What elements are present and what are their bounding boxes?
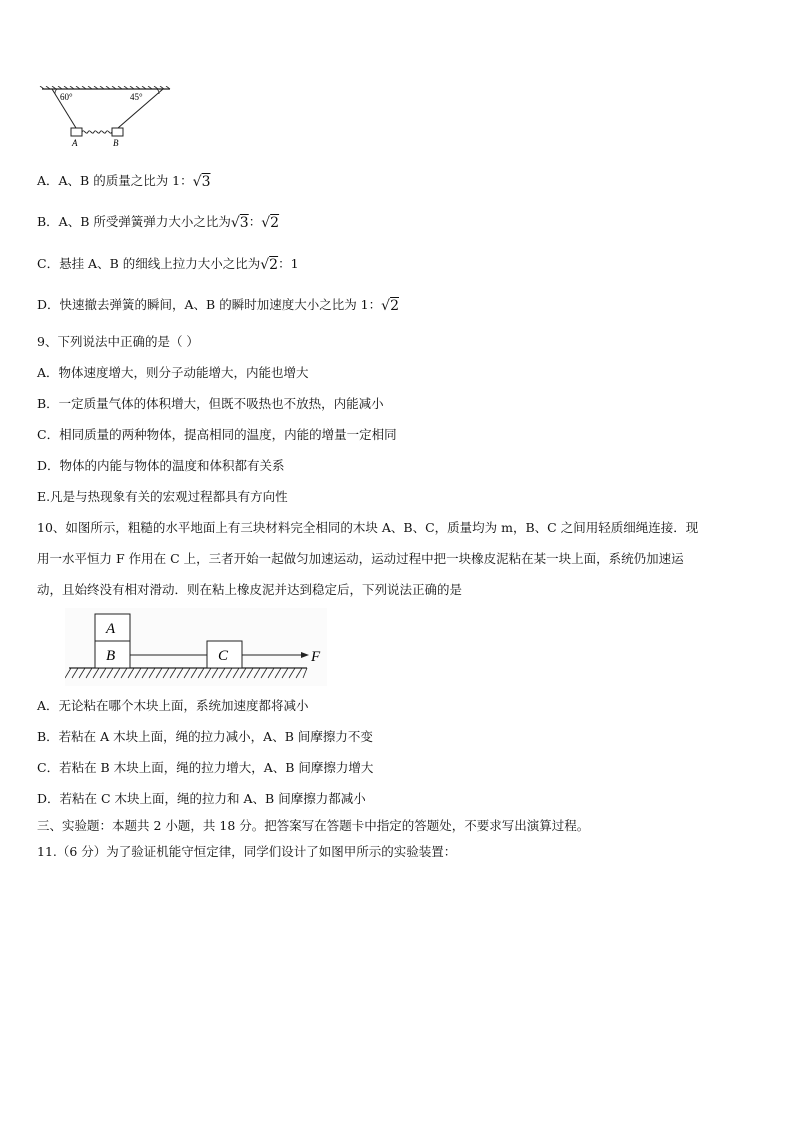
block-b-label: B	[113, 138, 119, 146]
q10-option-c: C．若粘在 B 木块上面，绳的拉力增大，A、B 间摩擦力增大	[37, 760, 374, 775]
q10-option-b: B．若粘在 A 木块上面，绳的拉力减小，A、B 间摩擦力不变	[37, 729, 373, 744]
q9-option-d: D．物体的内能与物体的温度和体积都有关系	[37, 458, 285, 473]
q9-stem: 9、下列说法中正确的是（ ）	[37, 334, 199, 349]
block-c-label: C	[218, 648, 229, 664]
q8-option-b: B．A、B 所受弹簧弹力大小之比为√3：√2	[37, 214, 280, 231]
q8-option-d: D．快速撤去弹簧的瞬间，A、B 的瞬时加速度大小之比为 1：√2	[37, 297, 399, 314]
sqrt-symbol: √3	[230, 215, 249, 231]
q10-stem-line2: 用一水平恒力 F 作用在 C 上，三者开始一起做匀加速运动，运动过程中把一块橡皮泥粘在某一块上面，系统仍加速运	[37, 551, 684, 566]
sqrt-symbol: √2	[381, 298, 399, 314]
q9-option-c: C．相同质量的两种物体，提高相同的温度，内能的增量一定相同	[37, 427, 397, 442]
force-label: F	[311, 649, 321, 665]
q10-stem-line1: 10、如图所示，粗糙的水平地面上有三块材料完全相同的木块 A、B、C，质量均为 m，B、C 之间用轻质细绳连接．现	[37, 520, 699, 535]
q8-option-a: A．A、B 的质量之比为 1：√3	[37, 173, 211, 190]
sqrt-symbol: √2	[260, 257, 279, 273]
blocks-rope-figure	[65, 608, 327, 686]
block-a-label: A	[72, 138, 78, 146]
block-a-label: A	[106, 621, 116, 637]
q10-option-d: D．若粘在 C 木块上面，绳的拉力和 A、B 间摩擦力都减小	[37, 791, 366, 806]
angle-right-label: 45°	[130, 92, 143, 102]
spring	[82, 131, 112, 133]
sqrt-symbol: √2	[261, 215, 280, 231]
block-a	[71, 128, 82, 136]
q10-option-a: A．无论粘在哪个木块上面，系统加速度都将减小	[37, 698, 309, 713]
sqrt-symbol: √3	[192, 174, 211, 190]
block-b	[112, 128, 123, 136]
q11-stem: 11.（6 分）为了验证机能守恒定律，同学们设计了如图甲所示的实验装置：	[37, 844, 457, 859]
q9-option-a: A．物体速度增大，则分子动能增大，内能也增大	[37, 365, 309, 380]
q10-stem-line3: 动，且始终没有相对滑动．则在粘上橡皮泥并达到稳定后，下列说法正确的是	[37, 582, 463, 597]
q9-option-e: E.凡是与热现象有关的宏观过程都具有方向性	[37, 489, 288, 504]
angle-left-label: 60°	[60, 92, 73, 102]
section-heading: 三、实验题：本题共 2 小题，共 18 分。把答案写在答题卡中指定的答题处，不要求写出演算过程。	[37, 818, 590, 833]
q8-option-c: C．悬挂 A、B 的细线上拉力大小之比为√2：1	[37, 256, 299, 273]
block-b-label: B	[106, 648, 116, 664]
q9-option-b: B．一定质量气体的体积增大，但既不吸热也不放热，内能减小	[37, 396, 384, 411]
hanging-blocks-figure	[38, 86, 178, 146]
